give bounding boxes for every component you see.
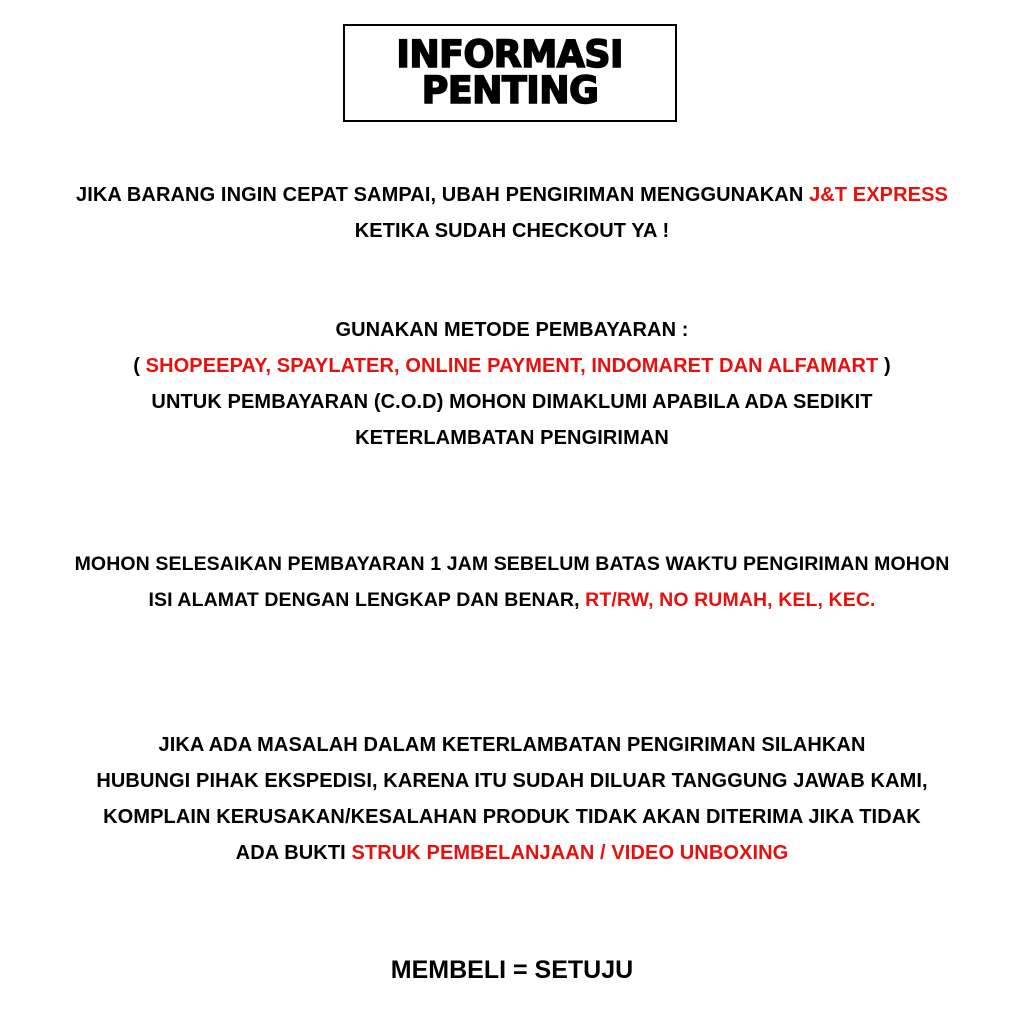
payment-notice-line-4: KETERLAMBATAN PENGIRIMAN xyxy=(355,427,669,449)
payment-close-paren: ) xyxy=(878,355,891,377)
title-box xyxy=(343,24,677,122)
address-notice-line-1: MOHON SELESAIKAN PEMBAYARAN 1 JAM SEBELUM BATAS WAKTU PENGIRIMAN MOHON xyxy=(74,553,950,575)
proof-highlight: STRUK PEMBELANJAAN / VIDEO UNBOXING xyxy=(351,842,789,864)
complaint-notice-line-1: JIKA ADA MASALAH DALAM KETERLAMBATAN PENGIRIMAN SILAHKAN xyxy=(158,734,866,756)
complaint-notice-line-2: HUBUNGI PIHAK EKSPEDISI, KARENA ITU SUDAH DILUAR TANGGUNG JAWAB KAMI, xyxy=(96,770,928,792)
address-notice xyxy=(0,546,1024,618)
title-line-2: PENTING xyxy=(421,69,599,112)
address-notice-line-2 xyxy=(0,582,1024,618)
courier-highlight: J&T EXPRESS xyxy=(809,184,948,206)
payment-open-paren: ( xyxy=(133,355,146,377)
agreement-footer: MEMBELI = SETUJU xyxy=(390,956,634,984)
shipping-notice-line-2: KETIKA SUDAH CHECKOUT YA ! xyxy=(354,220,670,242)
complaint-notice-line-3: KOMPLAIN KERUSAKAN/KESALAHAN PRODUK TIDAK AKAN DITERIMA JIKA TIDAK xyxy=(103,806,921,828)
complaint-notice-line-4 xyxy=(0,835,1024,871)
shipping-notice-line-1 xyxy=(0,177,1024,213)
complaint-notice xyxy=(0,727,1024,871)
payment-notice-line-1: GUNAKAN METODE PEMBAYARAN : xyxy=(335,319,689,341)
shipping-notice-text: JIKA BARANG INGIN CEPAT SAMPAI, UBAH PENGIRIMAN MENGGUNAKAN xyxy=(76,184,810,206)
shipping-notice xyxy=(0,177,1024,249)
title-line-1: INFORMASI xyxy=(396,33,624,76)
complaint-notice-text: ADA BUKTI xyxy=(235,842,352,864)
payment-notice xyxy=(0,312,1024,456)
address-notice-text: ISI ALAMAT DENGAN LENGKAP DAN BENAR, xyxy=(148,589,586,611)
payment-notice-line-3: UNTUK PEMBAYARAN (C.O.D) MOHON DIMAKLUMI APABILA ADA SEDIKIT xyxy=(151,391,873,413)
payment-notice-line-2 xyxy=(0,348,1024,384)
payment-methods-highlight: SHOPEEPAY, SPAYLATER, ONLINE PAYMENT, INDOMARET DAN ALFAMART xyxy=(145,355,879,377)
address-fields-highlight: RT/RW, NO RUMAH, KEL, KEC. xyxy=(585,589,876,611)
